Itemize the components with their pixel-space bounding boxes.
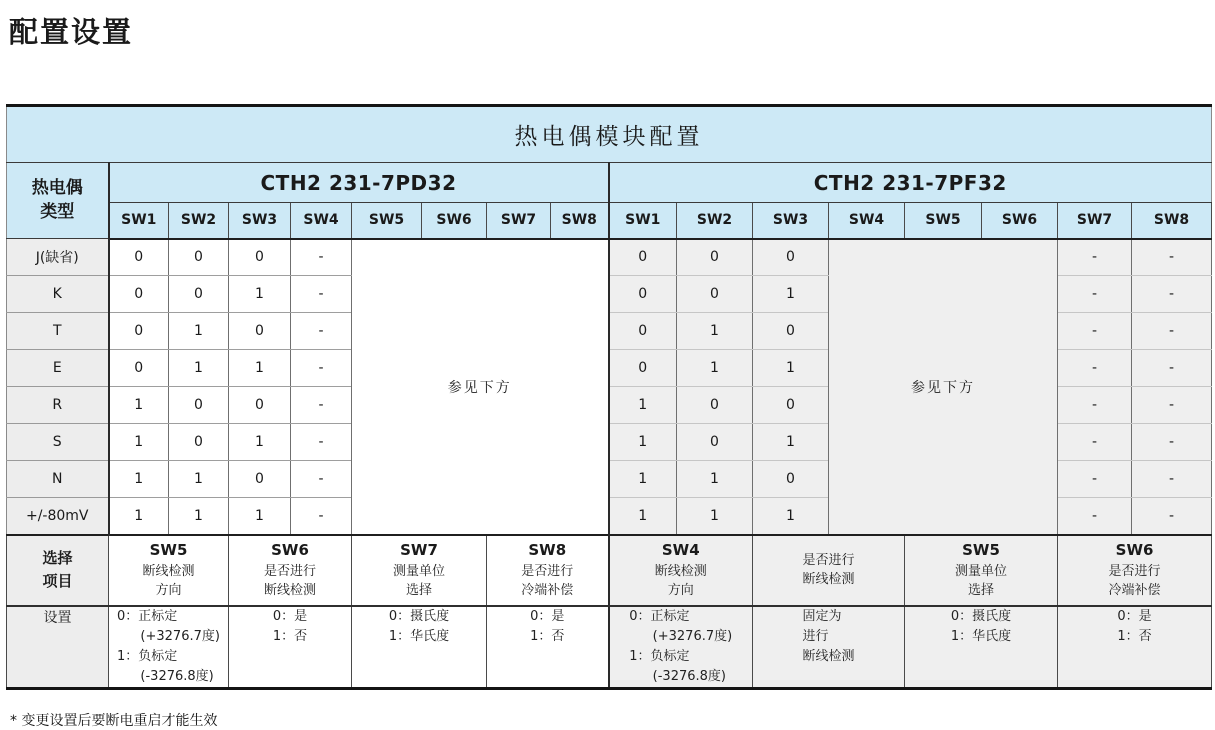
select-item-sw-title: SW4 (661, 541, 700, 560)
switch-value: 0 (753, 313, 829, 350)
table-title-row (7, 106, 1212, 163)
select-item-sw-title: SW6 (1115, 541, 1154, 560)
thermocouple-type-label: K (7, 276, 109, 313)
settings-cell-text (1117, 607, 1151, 647)
switch-value: 0 (677, 387, 753, 424)
switch-value: 1 (229, 350, 291, 387)
switch-value: 1 (169, 313, 229, 350)
switch-value: 1 (609, 424, 677, 461)
switch-value: - (1058, 461, 1132, 498)
settings-option-line: 0：正标定 (117, 608, 178, 624)
switch-value: - (1058, 239, 1132, 276)
thermocouple-type-label: J(缺省) (7, 239, 109, 276)
thermocouple-type-label: R (7, 387, 109, 424)
sw-header-g1-sw3: SW3 (229, 203, 291, 239)
switch-value: 0 (169, 387, 229, 424)
switch-value: - (1132, 276, 1212, 313)
switch-value: 1 (609, 461, 677, 498)
switch-value: 1 (109, 498, 169, 535)
switch-value: 0 (677, 239, 753, 276)
settings-option-line: 1：否 (530, 628, 565, 644)
switch-value: - (291, 387, 352, 424)
switch-value: - (291, 239, 352, 276)
select-item-cell (905, 535, 1058, 606)
module-header-row (7, 163, 1212, 203)
switch-value: - (1132, 350, 1212, 387)
switch-value: - (1058, 498, 1132, 535)
select-item-cell (753, 535, 905, 606)
switch-value: 0 (229, 387, 291, 424)
switch-value: 1 (609, 498, 677, 535)
type-column-header-line2: 类型 (40, 201, 75, 222)
settings-option-line: 0：是 (1117, 608, 1152, 624)
settings-option-line: 1：负标定 (629, 648, 690, 664)
switch-value: 1 (169, 350, 229, 387)
thermocouple-config-table (6, 104, 1212, 690)
sw-header-g2-sw1: SW1 (609, 203, 677, 239)
settings-cell (1058, 606, 1212, 689)
switch-value: - (1132, 424, 1212, 461)
switch-value: 1 (753, 276, 829, 313)
table-row (7, 239, 1212, 276)
switch-value: 1 (109, 461, 169, 498)
switch-value: 0 (229, 239, 291, 276)
switch-value: - (1058, 276, 1132, 313)
select-item-desc-line: 测量单位 (954, 563, 1007, 579)
select-item-desc-line: 是否进行 (802, 552, 855, 568)
group-header-cth2-231-7pd32: CTH2 231-7PD32 (109, 163, 609, 203)
page-title: 配置设置 (9, 15, 134, 49)
settings-option-line: 进行 (802, 628, 829, 644)
thermocouple-type-label: +/-80mV (7, 498, 109, 535)
settings-option-line: (+3276.7度) (140, 628, 220, 644)
select-item-label-line: 选择 (42, 548, 73, 567)
switch-value: 1 (229, 276, 291, 313)
switch-value: - (1132, 387, 1212, 424)
switch-value: 0 (229, 313, 291, 350)
switch-value: 0 (109, 239, 169, 276)
thermocouple-type-label: N (7, 461, 109, 498)
switch-value: - (1132, 239, 1212, 276)
sw-header-g2-sw5: SW5 (905, 203, 982, 239)
switch-value: 1 (109, 387, 169, 424)
switch-value: 0 (109, 276, 169, 313)
settings-option-line: 0：是 (272, 608, 308, 624)
settings-option-line: 1：否 (272, 628, 308, 644)
settings-cell (352, 606, 487, 689)
select-item-desc-line: 断线检测 (654, 563, 707, 579)
thermocouple-type-label: T (7, 313, 109, 350)
select-item-desc-line: 断线检测 (802, 572, 855, 587)
switch-value: 1 (677, 461, 753, 498)
settings-cell-text (802, 607, 854, 667)
switch-value: 0 (169, 424, 229, 461)
settings-cell-text (389, 607, 449, 647)
group-header-cth2-231-7pf32: CTH2 231-7PF32 (609, 163, 1212, 203)
switch-value: 0 (753, 239, 829, 276)
select-item-cell (487, 535, 609, 606)
switch-value: 0 (609, 350, 677, 387)
switch-value: 0 (109, 350, 169, 387)
thermocouple-type-label: E (7, 350, 109, 387)
type-column-header (7, 163, 109, 239)
select-item-sw-title: SW7 (400, 541, 438, 560)
switch-value: 1 (169, 461, 229, 498)
type-column-header-line1: 热电偶 (31, 177, 83, 198)
settings-option-line: 固定为 (802, 608, 842, 624)
sw-header-g1-sw7: SW7 (487, 203, 551, 239)
settings-option-line: (-3276.8度) (140, 668, 214, 684)
select-item-label (7, 535, 109, 606)
switch-value: - (291, 276, 352, 313)
select-item-desc-line: 选择 (967, 583, 994, 599)
select-item-label-line: 项目 (42, 572, 73, 590)
sw-header-g2-sw3: SW3 (753, 203, 829, 239)
select-item-row (7, 535, 1212, 606)
settings-cell-text (273, 607, 307, 647)
switch-value: - (1058, 424, 1132, 461)
switch-value: - (1058, 313, 1132, 350)
switch-value: 1 (677, 498, 753, 535)
see-below-note-left: 参见下方 (352, 239, 609, 535)
switch-value: - (1058, 350, 1132, 387)
settings-cell (229, 606, 352, 689)
settings-option-line: 1：华氏度 (388, 628, 450, 644)
settings-row (7, 606, 1212, 689)
select-item-desc-line: 断线检测 (263, 583, 316, 599)
switch-value: 0 (753, 387, 829, 424)
switch-value: 0 (609, 239, 677, 276)
settings-option-line: 0：是 (530, 608, 565, 624)
table-title: 热电偶模块配置 (7, 106, 1212, 163)
sw-header-g2-sw8: SW8 (1132, 203, 1212, 239)
select-item-desc-line: 冷端补偿 (521, 583, 574, 599)
switch-value: 1 (677, 313, 753, 350)
switch-value: 0 (677, 276, 753, 313)
switch-value: 1 (229, 424, 291, 461)
select-item-sw-title: SW5 (149, 541, 188, 560)
switch-value: 0 (169, 239, 229, 276)
select-item-cell (609, 535, 753, 606)
sw-header-g1-sw2: SW2 (169, 203, 229, 239)
switch-value: 0 (677, 424, 753, 461)
select-item-cell (352, 535, 487, 606)
settings-label: 设置 (7, 606, 109, 689)
switch-value: 0 (609, 313, 677, 350)
select-item-cell (109, 535, 229, 606)
sw-header-g1-sw6: SW6 (422, 203, 487, 239)
switch-value: 0 (169, 276, 229, 313)
settings-option-line: 0：摄氏度 (950, 608, 1012, 624)
switch-value: 0 (609, 276, 677, 313)
select-item-desc-line: 是否进行 (1108, 563, 1161, 579)
switch-value: - (1132, 313, 1212, 350)
settings-cell-text (629, 607, 732, 688)
settings-option-line: (+3276.7度) (652, 628, 733, 644)
select-item-sw-title: SW5 (962, 541, 1000, 560)
select-item-sw-title: SW8 (528, 541, 567, 560)
settings-option-line: 0：摄氏度 (388, 608, 450, 624)
select-item-cell (229, 535, 352, 606)
switch-value: - (1132, 498, 1212, 535)
select-item-desc-line: 断线检测 (142, 563, 195, 579)
settings-option-line: 1：负标定 (117, 648, 178, 664)
settings-cell (905, 606, 1058, 689)
switch-value: 1 (229, 498, 291, 535)
sw-header-g1-sw4: SW4 (291, 203, 352, 239)
settings-option-line: (-3276.8度) (652, 668, 726, 684)
sw-header-g2-sw6: SW6 (982, 203, 1058, 239)
sw-header-g2-sw7: SW7 (1058, 203, 1132, 239)
switch-value: - (1132, 461, 1212, 498)
switch-value: 0 (109, 313, 169, 350)
settings-option-line: 1：华氏度 (950, 628, 1012, 644)
select-item-desc-line: 是否进行 (263, 563, 316, 579)
footnote: * 变更设置后要断电重启才能生效 (10, 713, 218, 730)
select-item-desc-line: 是否进行 (521, 563, 574, 579)
settings-cell-text (117, 607, 220, 688)
settings-cell (109, 606, 229, 689)
switch-value: 1 (753, 498, 829, 535)
sw-header-g1-sw5: SW5 (352, 203, 422, 239)
switch-value: - (291, 424, 352, 461)
switch-value: 0 (753, 461, 829, 498)
switch-value: - (291, 498, 352, 535)
sw-header-g2-sw2: SW2 (677, 203, 753, 239)
switch-value: 1 (609, 387, 677, 424)
select-item-cell (1058, 535, 1212, 606)
switch-value: 1 (109, 424, 169, 461)
switch-value: 1 (753, 424, 829, 461)
sw-header-g2-sw4: SW4 (829, 203, 905, 239)
switch-value: - (1058, 387, 1132, 424)
select-item-sw-title: SW6 (271, 541, 309, 560)
switch-value: - (291, 350, 352, 387)
settings-cell (753, 606, 905, 689)
switch-value: 1 (169, 498, 229, 535)
select-item-desc-line: 方向 (667, 583, 694, 599)
thermocouple-type-label: S (7, 424, 109, 461)
sw-header-g1-sw8: SW8 (551, 203, 609, 239)
sw-header-row (7, 203, 1212, 239)
settings-cell (487, 606, 609, 689)
switch-value: - (291, 313, 352, 350)
switch-value: 0 (229, 461, 291, 498)
sw-header-g1-sw1: SW1 (109, 203, 169, 239)
settings-option-line: 1：否 (1117, 628, 1152, 644)
settings-option-line: 断线检测 (802, 648, 855, 664)
select-item-desc-line: 选择 (405, 583, 432, 599)
settings-cell (609, 606, 753, 689)
switch-value: - (291, 461, 352, 498)
settings-cell-text (530, 607, 564, 647)
see-below-note-right: 参见下方 (829, 239, 1058, 535)
switch-value: 1 (677, 350, 753, 387)
switch-value: 1 (753, 350, 829, 387)
settings-cell-text (951, 607, 1011, 647)
settings-option-line: 0：正标定 (629, 608, 690, 624)
select-item-desc-line: 测量单位 (392, 563, 445, 579)
select-item-desc-line: 方向 (155, 583, 182, 599)
select-item-desc-line: 冷端补偿 (1108, 583, 1161, 599)
